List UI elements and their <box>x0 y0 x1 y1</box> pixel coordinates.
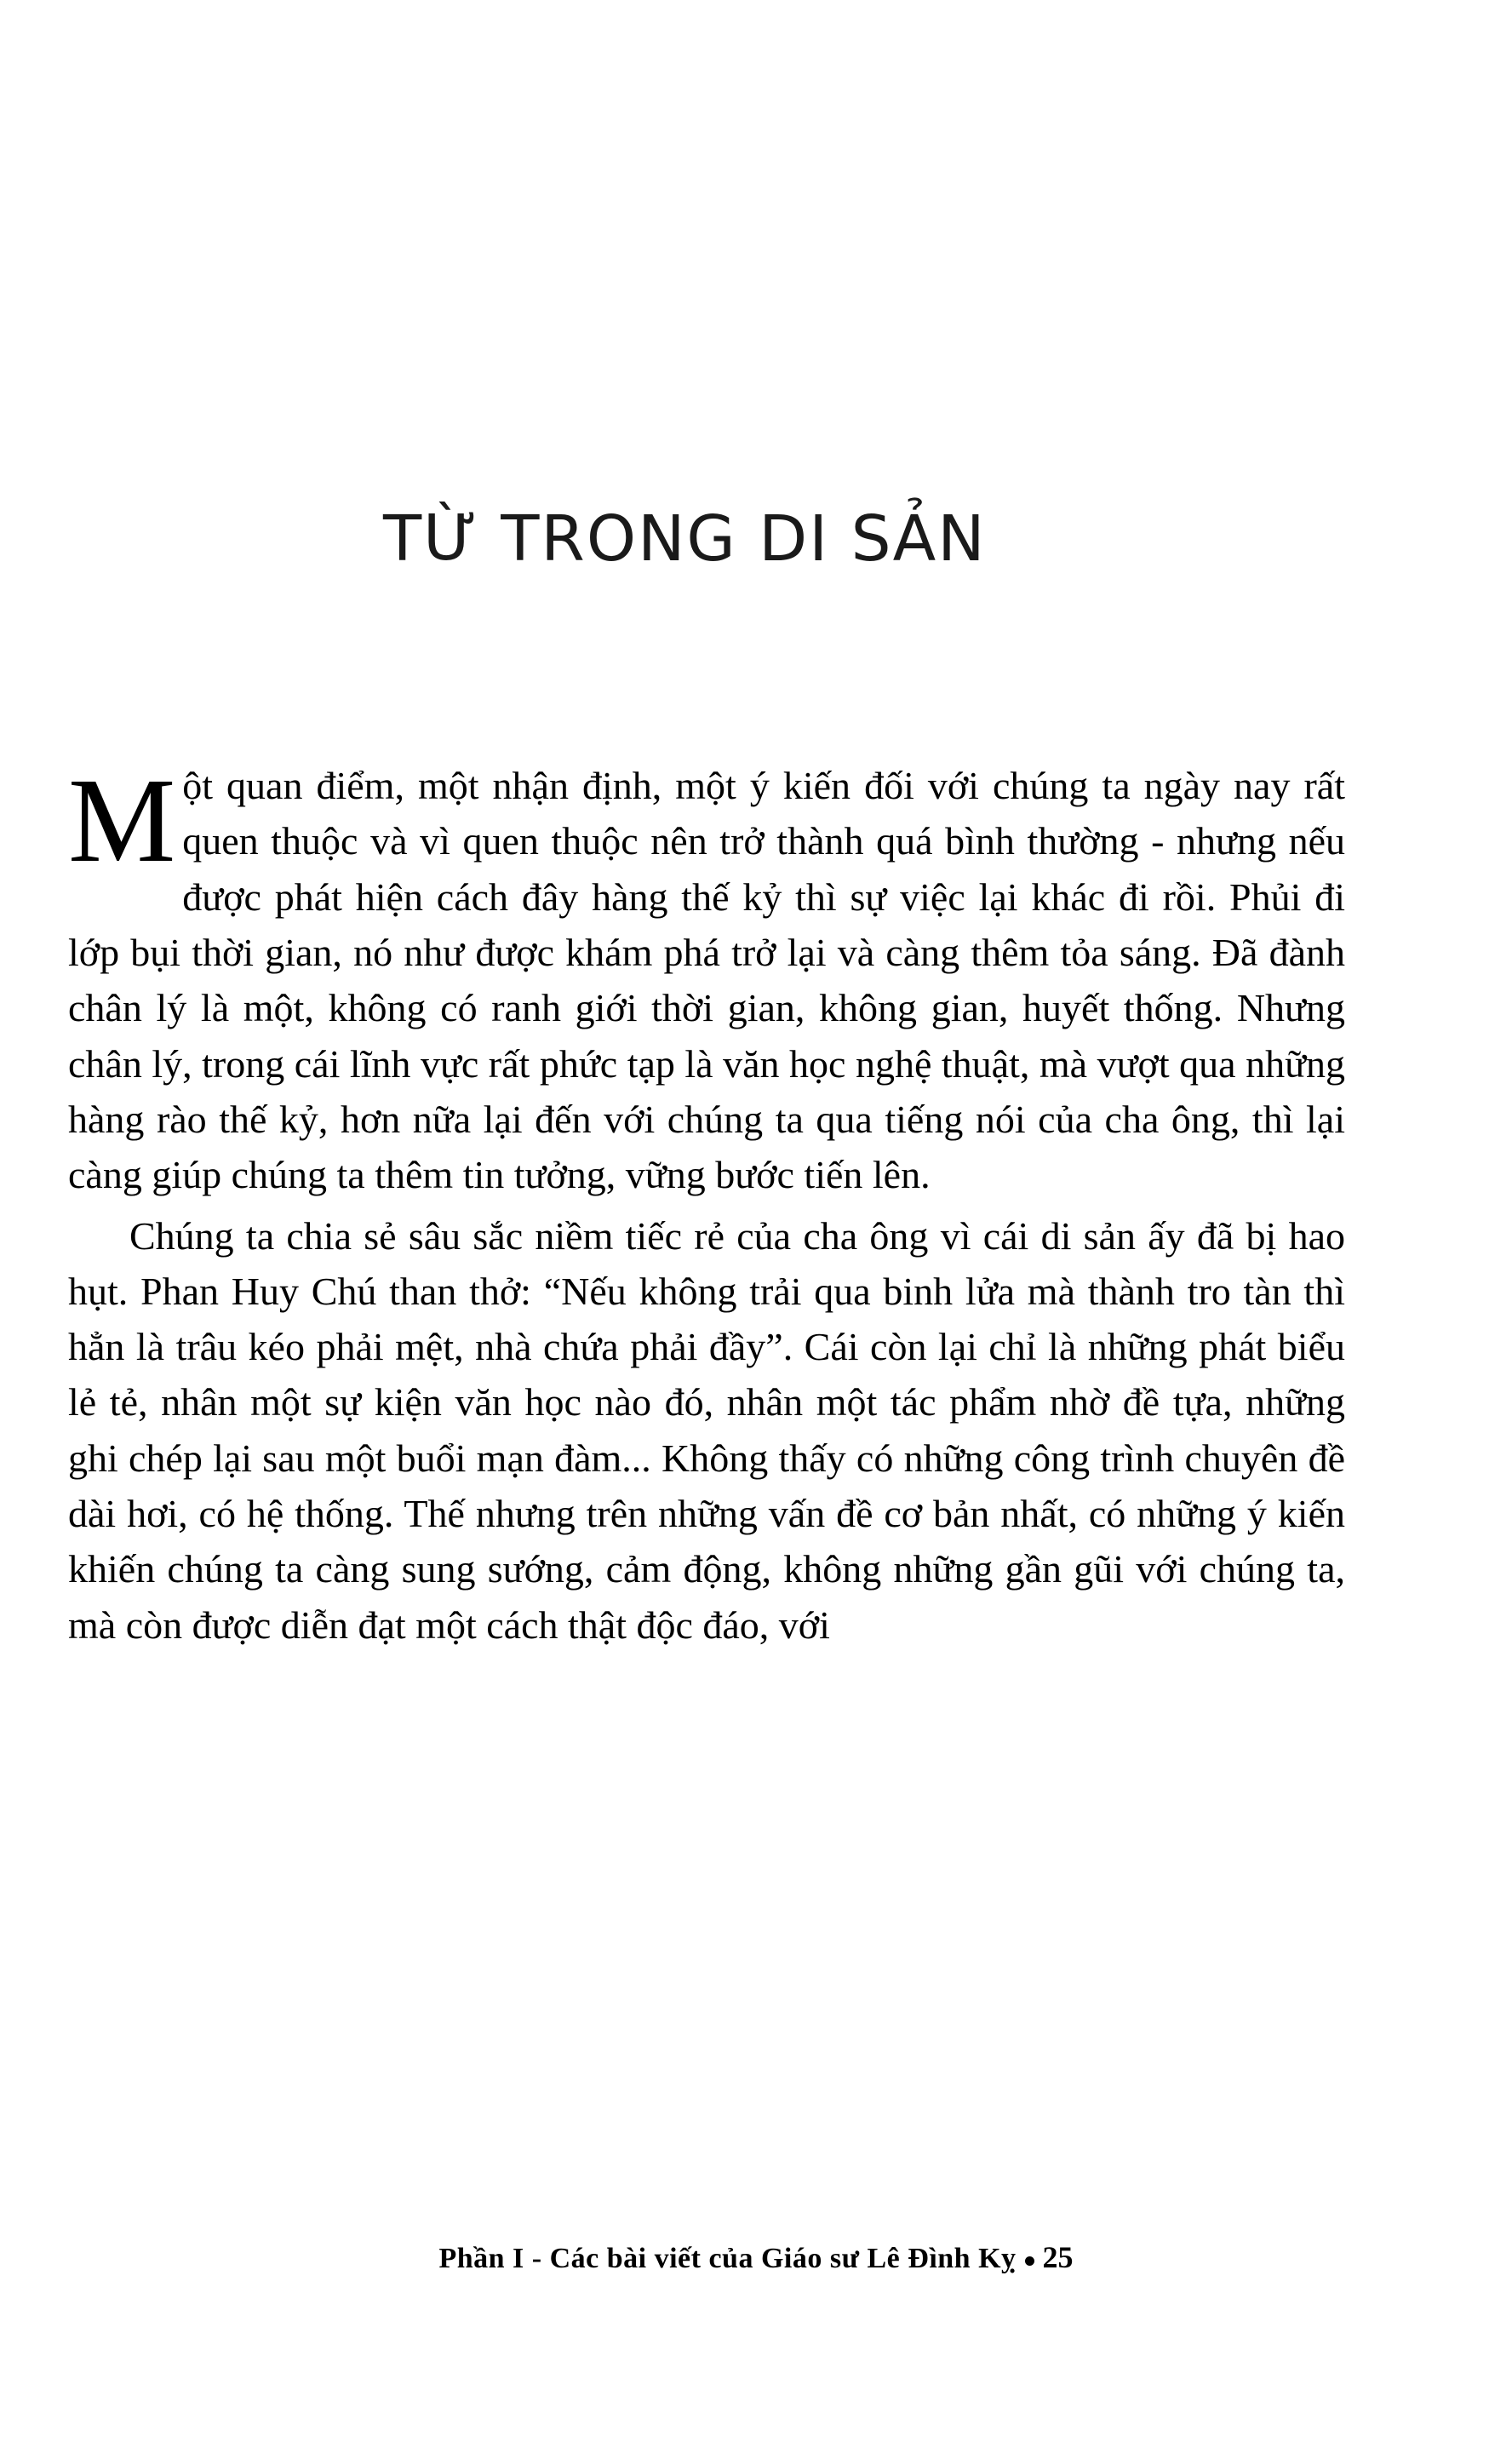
paragraph-1-text: ột quan điểm, một nhận định, một ý kiến đối với chúng ta ngày nay rất quen thuộc và vì quen thuộc nên trở thành quá bình thường - nhưng nếu được phát hiện cách đây hàng thế kỷ thì sự việc lại khác đi rồi. Phủi đi lớp bụi thời gian, nó như được khám phá trở lại và càng thêm tỏa sáng. Đã đành chân lý là một, không có ranh giới thời gian, không gian, huyết thống. Nhưng chân lý, trong cái lĩnh vực rất phức tạp là văn học nghệ thuật, mà vượt qua những hàng rào thế kỷ, hơn nữa lại đến với chúng ta qua tiếng nói của cha ông, thì lại càng giúp chúng ta thêm tin tưởng, vững bước tiến lên. <box>68 764 1345 1197</box>
chapter-title: TỪ TRONG DI SẢN <box>383 502 987 576</box>
paragraph-1 <box>68 753 1345 1203</box>
drop-cap: M <box>68 753 176 887</box>
footer-dot-separator <box>1025 2256 1034 2266</box>
paragraph-2: Chúng ta chia sẻ sâu sắc niềm tiếc rẻ của cha ông vì cái di sản ấy đã bị hao hụt. Phan Huy Chú than thở: “Nếu không trải qua binh lửa mà thành tro tàn thì hẳn là trâu kéo phải mệt, nhà chứa phải đầy”. Cái còn lại chỉ là những phát biểu lẻ tẻ, nhân một sự kiện văn học nào đó, nhân một tác phẩm nhờ đề tựa, những ghi chép lại sau một buổi mạn đàm... Không thấy có những công trình chuyên đề dài hơi, có hệ thống. Thế nhưng trên những vấn đề cơ bản nhất, có những ý kiến khiến chúng ta càng sung sướng, cảm động, không những gần gũi với chúng ta, mà còn được diễn đạt một cách thật độc đáo, với <box>68 1213 1345 1647</box>
page-number: 25 <box>1042 2240 1074 2274</box>
body-text <box>68 753 1345 1653</box>
page-content <box>68 0 1444 2442</box>
running-head: Phần I - Các bài viết của Giáo sư Lê Đình Kỵ <box>438 2243 1017 2274</box>
page-footer <box>68 2239 1444 2275</box>
